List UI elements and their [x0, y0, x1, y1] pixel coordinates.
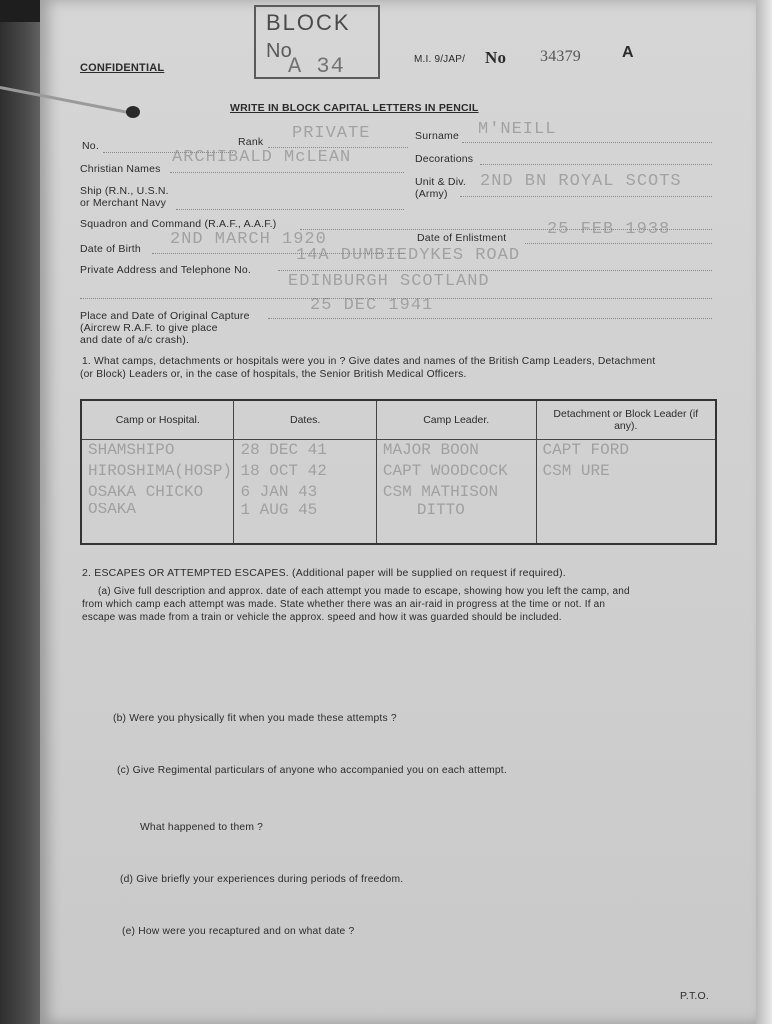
header-detachment-leader: Detachment or Block Leader (if any).	[536, 400, 716, 440]
date-entry: 1 AUG 45	[240, 503, 318, 517]
instruction-heading: WRITE IN BLOCK CAPITAL LETTERS IN PENCIL	[230, 102, 479, 114]
surname-line	[462, 142, 712, 143]
decorations-label: Decorations	[415, 153, 474, 165]
date-entry: 18 OCT 42	[240, 462, 327, 480]
camp-leader-entry: CSM MATHISON	[382, 483, 499, 501]
camp-entry: SHAMSHIPO	[88, 441, 175, 459]
section2-c-sub: What happened to them ?	[140, 822, 264, 833]
section2-title: 2. ESCAPES OR ATTEMPTED ESCAPES. (Additional paper will be supplied on request if required).	[82, 567, 566, 579]
camp-entry: HIROSHIMA(HOSP)	[88, 462, 233, 480]
address-value-1: 14A DUMBIEDYKES ROAD	[296, 246, 521, 265]
date-entry: 6 JAN 43	[240, 483, 318, 501]
stamp-block-label: BLOCK	[266, 10, 351, 35]
capture-line	[268, 318, 712, 319]
dob-label: Date of Birth	[80, 243, 141, 255]
camp-entry: OSAKA	[88, 503, 137, 515]
camp-column-cell	[81, 440, 234, 545]
section2-b: (b) Were you physically fit when you made these attempts ?	[113, 713, 397, 724]
header-dates: Dates.	[234, 400, 376, 440]
page-edge	[756, 0, 772, 1024]
unit-value: 2ND BN ROYAL SCOTS	[480, 172, 682, 191]
stamp-no-label: No	[266, 40, 292, 62]
section1-question-line1: 1. What camps, detachments or hospitals were you in ? Give dates and names of the British Camp Leaders, Detachment	[82, 356, 656, 367]
section1-question-line2: (or Block) Leaders or, in the case of hospitals, the Senior British Medical Officers.	[80, 369, 467, 380]
camps-table	[80, 399, 717, 545]
rank-value: PRIVATE	[292, 124, 371, 143]
address-label: Private Address and Telephone No.	[80, 264, 252, 276]
capture-value: 25 DEC 1941	[310, 296, 434, 315]
surname-value: M'NEILL	[478, 120, 557, 139]
section2-c: (c) Give Regimental particulars of anyone who accompanied you on each attempt.	[117, 765, 507, 776]
camp-leader-entry: DITTO	[416, 503, 465, 517]
decorations-line	[480, 164, 712, 165]
enlistment-line	[525, 243, 712, 244]
unit-label-1: Unit & Div.	[415, 176, 467, 188]
detachment-entry: CSM URE	[542, 462, 610, 480]
form-number: 34379	[540, 48, 581, 65]
capture-label-1: Place and Date of Original Capture	[80, 310, 250, 322]
stamp-handwritten-number: A 34	[288, 54, 345, 79]
header-camp-or-hospital: Camp or Hospital.	[81, 400, 234, 440]
christian-names-label: Christian Names	[80, 163, 161, 175]
header-camp-leader: Camp Leader.	[376, 400, 536, 440]
no-label: No	[485, 48, 507, 67]
rank-label: Rank	[238, 136, 264, 148]
no-field-label: No.	[82, 140, 99, 152]
ship-label-2: or Merchant Navy	[80, 197, 167, 209]
capture-label-3: and date of a/c crash).	[80, 334, 190, 346]
unit-label-2: (Army)	[415, 188, 448, 200]
pto-label: P.T.O.	[680, 990, 710, 1002]
section2-a-line1: (a) Give full description and approx. date of each attempt you made to escape, showing how you left the camp, and	[98, 586, 630, 597]
punch-hole	[126, 106, 140, 118]
unit-line	[460, 196, 712, 197]
squadron-label: Squadron and Command (R.A.F., A.A.F.)	[80, 218, 277, 230]
form-suffix: A	[622, 44, 634, 61]
christian-names-value: ARCHIBALD McLEAN	[172, 148, 352, 167]
address-value-2: EDINBURGH SCOTLAND	[288, 272, 490, 291]
section2-e: (e) How were you recaptured and on what date ?	[122, 926, 355, 937]
camps-table-row	[81, 440, 716, 545]
section2-d: (d) Give briefly your experiences during periods of freedom.	[120, 874, 404, 885]
ship-line	[176, 209, 404, 210]
dob-value: 2ND MARCH 1920	[170, 230, 327, 249]
date-entry: 28 DEC 41	[240, 441, 327, 459]
enlistment-value: 25 FEB 1938	[547, 220, 671, 239]
confidential-label: CONFIDENTIAL	[80, 62, 165, 74]
capture-label-2: (Aircrew R.A.F. to give place	[80, 322, 218, 334]
christian-names-line	[170, 172, 404, 173]
camp-leader-entry: CAPT WOODCOCK	[382, 462, 508, 480]
camp-entry: OSAKA CHICKO	[88, 483, 204, 501]
ref-code: M.I. 9/JAP/	[414, 54, 466, 65]
dates-column-cell	[234, 440, 376, 545]
ship-label-1: Ship (R.N., U.S.N.	[80, 185, 169, 197]
address-line-1	[278, 270, 712, 271]
detachment-column-cell	[536, 440, 716, 545]
camp-leader-column-cell	[376, 440, 536, 545]
camp-leader-entry: MAJOR BOON	[382, 441, 479, 459]
enlistment-label: Date of Enlistment	[417, 232, 507, 244]
section2-a-line2: from which camp each attempt was made. State whether there was an air-raid in progress at the time or not. If an	[82, 599, 606, 610]
camps-table-header-row	[81, 400, 716, 440]
detachment-entry: CAPT FORD	[542, 441, 629, 459]
surname-label: Surname	[415, 130, 460, 142]
section2-a-line3: escape was made from a train or vehicle the approx. speed and how it was guarded should be included.	[82, 612, 562, 623]
